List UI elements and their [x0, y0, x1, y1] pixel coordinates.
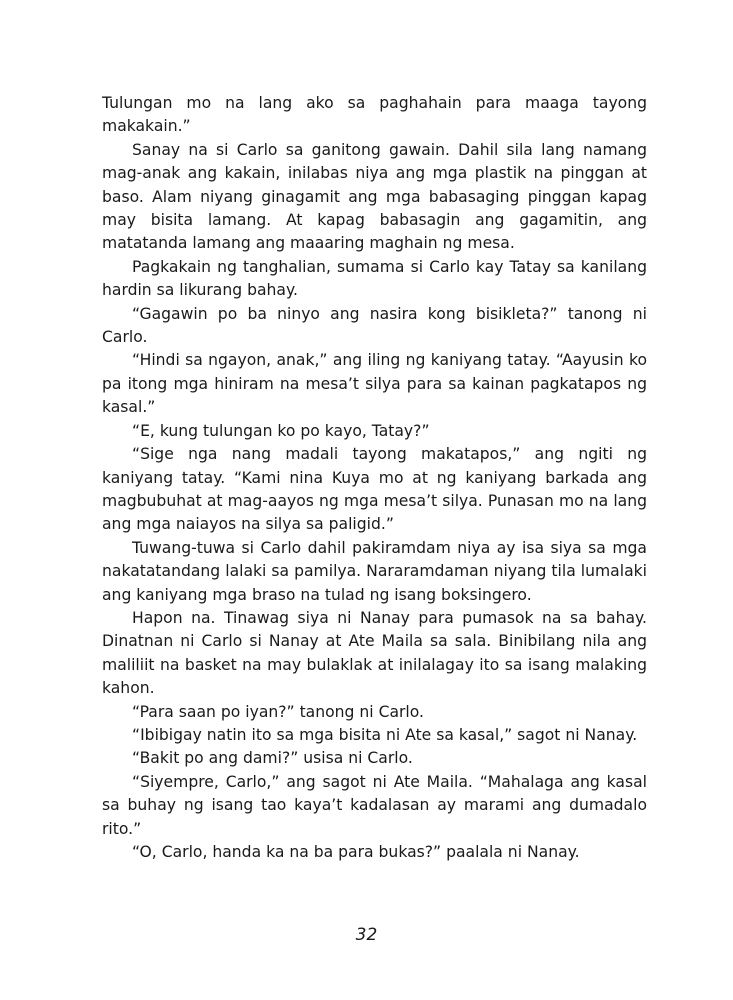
paragraph: “E, kung tulungan ko po kayo, Tatay?”	[132, 421, 430, 440]
paragraph: Sanay na si Carlo sa ganitong gawain. Dahil sila lang namang mag-anak ang kakain, inilabas niya ang mga plastik na pinggan at baso. Alam niyang ginagamit ang mga babasaging pinggan kapag may bisita lamang. At kapag babasagin ang gagamitin, ang matatanda lamang ang maaaring maghain ng mesa.	[102, 140, 647, 253]
paragraph: Hapon na. Tinawag siya ni Nanay para pumasok na sa bahay. Dinatnan ni Carlo si Nanay at Ate Maila sa sala. Binibilang nila ang maliliit na basket na may bulaklak at inilalagay ito sa isang malaking kahon.	[102, 608, 647, 698]
paragraph: “Siyempre, Carlo,” ang sagot ni Ate Maila. “Mahalaga ang kasal sa buhay ng isang tao kaya’t kadalasan ay marami ang dumadalo rito.”	[102, 772, 647, 838]
paragraph: “Bakit po ang dami?” usisa ni Carlo.	[132, 749, 413, 768]
story-text	[102, 92, 647, 864]
paragraph: “Gagawin po ba ninyo ang nasira kong bisikleta?” tanong ni Carlo.	[102, 304, 647, 347]
paragraph: “Sige nga nang madali tayong makatapos,” ang ngiti ng kaniyang tatay. “Kami nina Kuya mo at ng kaniyang barkada ang magbubuhat at mag-aayos ng mga mesa’t silya. Punasan mo na lang ang mga naiayos na silya sa paligid.”	[102, 445, 647, 534]
paragraph: “O, Carlo, handa ka na ba para bukas?” paalala ni Nanay.	[132, 843, 580, 861]
paragraph: “Para saan po iyan?” tanong ni Carlo.	[132, 702, 424, 721]
paragraph: Pagkakain ng tanghalian, sumama si Carlo kay Tatay sa kanilang hardin sa likurang bahay.	[102, 257, 647, 300]
page-number: 32	[355, 925, 378, 945]
paragraph: Tuwang-tuwa si Carlo dahil pakiramdam niya ay isa siya sa mga nakatatandang lalaki sa pamilya. Nararamdaman niyang tila lumalaki ang kaniyang mga braso na tulad ng isang boksingero.	[102, 538, 647, 604]
paragraph: “Hindi sa ngayon, anak,” ang iling ng kaniyang tatay. “Aayusin ko pa itong mga hiniram na mesa’t silya para sa kainan pagkatapos ng kasal.”	[102, 351, 647, 417]
paragraph: Tulungan mo na lang ako sa paghahain para maaga tayong makakain.”	[102, 94, 647, 136]
paragraph: “Ibibigay natin ito sa mga bisita ni Ate sa kasal,” sagot ni Nanay.	[132, 725, 638, 744]
